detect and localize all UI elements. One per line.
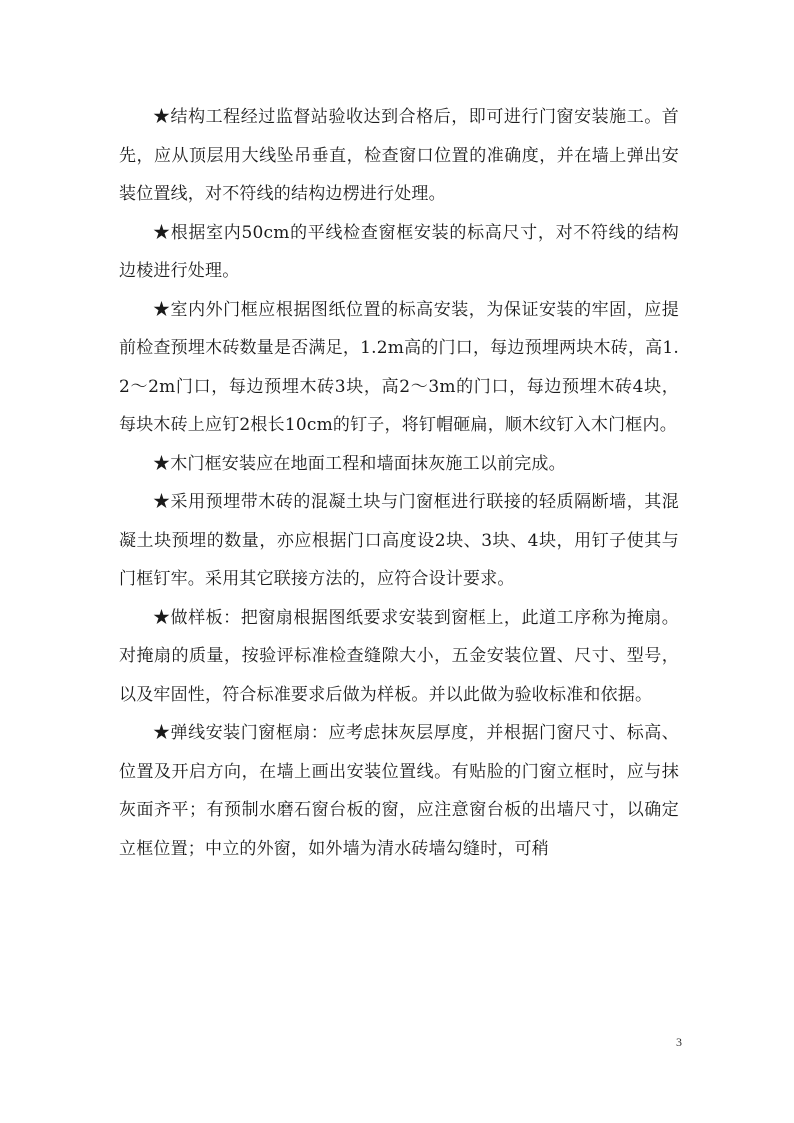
document-body: [119, 98, 679, 868]
paragraph-wood-door-frame-timing: ★木门框安装应在地面工程和墙面抹灰施工以前完成。: [153, 453, 566, 474]
paragraph-structure-acceptance: ★结构工程经过监督站验收达到合格后，即可进行门窗安装施工。首先，应从顶层用大线坠吊垂直，检查窗口位置的准确度，并在墙上弹出安装位置线，对不符线的结构边楞进行处理。: [119, 107, 679, 204]
paragraph-door-frame-installation: ★室内外门框应根据图纸位置的标高安装，为保证安装的牢固，应提前检查预埋木砖数量是否满足，1.2m高的门口，每边预埋两块木砖，高1.2～2m门口，每边预埋木砖3块，高2～3m的门口，每边预埋木砖4块，每块木砖上应钉2根长10cm的钉子，将钉帽砸扁，顺木纹钉入木门框内。: [119, 299, 679, 435]
paragraph-window-frame-elevation: ★根据室内50cm的平线检查窗框安装的标高尺寸，对不符线的结构边棱进行处理。: [119, 222, 679, 281]
paragraph-partition-wall-connection: ★采用预埋带木砖的混凝土块与门窗框进行联接的轻质隔断墙，其混凝土块预埋的数量，亦应根据门口高度设2块、3块、4块，用钉子使其与门框钉牢。采用其它联接方法的，应符合设计要求。: [119, 492, 679, 589]
page-number: 3: [676, 1035, 682, 1049]
paragraph-line-marking-installation: ★弹线安装门窗框扇：应考虑抹灰层厚度，并根据门窗尺寸、标高、位置及开启方向，在墙上画出安装位置线。有贴脸的门窗立框时，应与抹灰面齐平；有预制水磨石窗台板的窗，应注意窗台板的出墙尺寸，以确定立框位置；中立的外窗，如外墙为清水砖墙勾缝时，可稍: [119, 723, 679, 859]
paragraph-sample-board: ★做样板：把窗扇根据图纸要求安装到窗框上，此道工序称为掩扇。对掩扇的质量，按验评标准检查缝隙大小，五金安装位置、尺寸、型号，以及牢固性，符合标准要求后做为样板。并以此做为验收标准和依据。: [119, 607, 679, 705]
